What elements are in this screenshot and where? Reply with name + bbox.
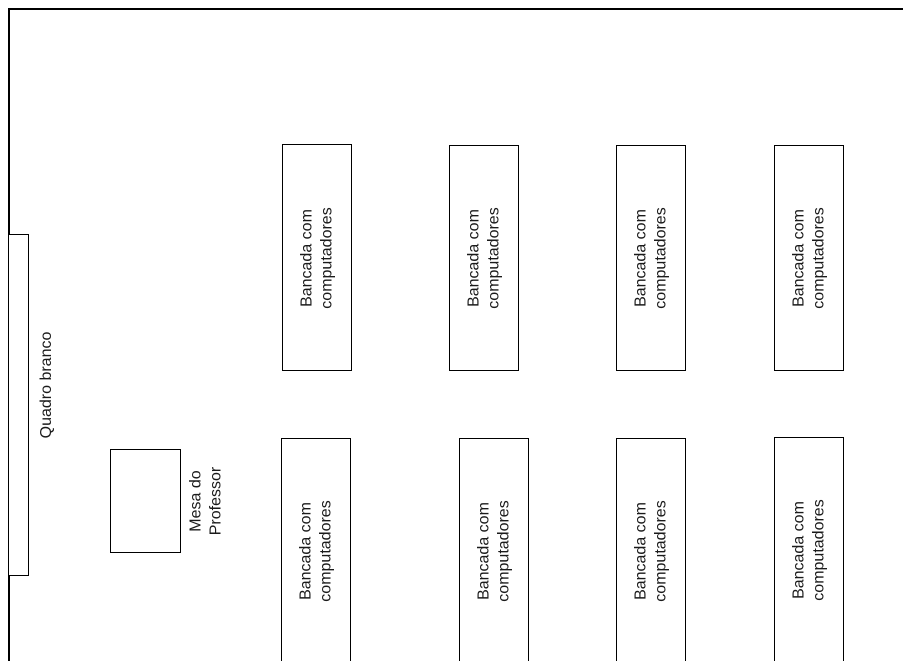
bench-label (789, 207, 828, 308)
bench-label-line1: Bancada com (298, 208, 316, 307)
bench-label-line1: Bancada com (790, 209, 808, 307)
bench-label (631, 500, 670, 601)
bench-label (296, 500, 335, 601)
bench-label-line1: Bancada com (465, 209, 483, 307)
bench-label (789, 499, 828, 600)
whiteboard (8, 234, 29, 576)
computer-bench-row2-col2 (459, 438, 529, 661)
bench-label-line2: computadores (652, 207, 669, 309)
computer-bench-row2-col3 (616, 438, 686, 661)
bench-label-line1: Bancada com (790, 501, 808, 599)
bench-label-line1: Bancada com (297, 502, 315, 600)
teacher-desk (110, 449, 181, 553)
bench-label-line1: Bancada com (475, 502, 493, 600)
computer-bench-row1-col4 (774, 145, 844, 371)
bench-label (297, 207, 336, 308)
bench-label-line2: computadores (810, 207, 827, 309)
bench-label-line2: computadores (317, 500, 334, 602)
bench-label-line2: computadores (318, 206, 335, 309)
teacher-desk-label (186, 467, 225, 535)
computer-bench-row1-col2 (449, 145, 519, 371)
computer-bench-row2-col4 (774, 437, 844, 661)
computer-bench-row1-col1 (282, 144, 352, 371)
computer-bench-row1-col3 (616, 145, 686, 371)
bench-label (464, 207, 503, 308)
computer-bench-row2-col1 (281, 438, 351, 661)
bench-label-line1: Bancada com (632, 209, 650, 307)
bench-label-line2: computadores (495, 500, 512, 602)
bench-label-line2: computadores (810, 499, 827, 601)
bench-label (474, 500, 513, 601)
whiteboard-label: Quadro branco (38, 331, 56, 439)
bench-label (631, 207, 670, 308)
teacher-desk-label-line2: Professor (207, 466, 224, 536)
teacher-desk-label-line1: Mesa do (187, 470, 205, 532)
bench-label-line2: computadores (485, 207, 502, 309)
bench-label-line2: computadores (652, 500, 669, 602)
bench-label-line1: Bancada com (632, 502, 650, 600)
